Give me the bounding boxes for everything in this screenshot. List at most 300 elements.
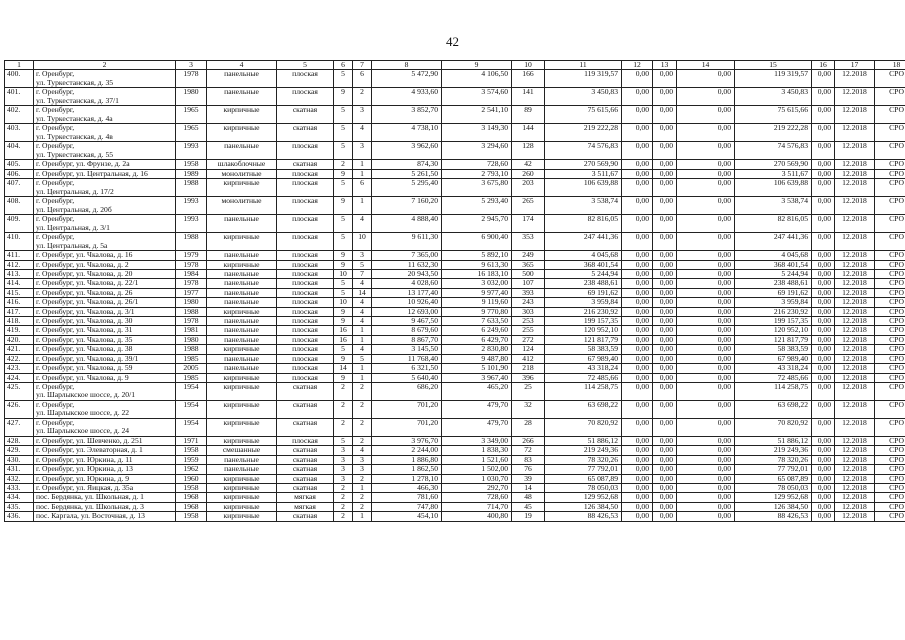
table-cell: 0,00 — [812, 106, 835, 124]
table-cell: 0,00 — [622, 307, 653, 316]
address-cell: г. Оренбург, ул. Чкалова, д. 26 — [34, 288, 176, 297]
table-cell: 365 — [512, 260, 545, 269]
table-cell: 120 952,10 — [735, 326, 812, 335]
table-cell: 70 820,92 — [735, 418, 812, 436]
table-cell: скатная — [277, 418, 334, 436]
table-cell: 396 — [512, 373, 545, 382]
table-cell: 70 820,92 — [545, 418, 622, 436]
table-cell: 874,30 — [372, 160, 442, 169]
table-cell: 5 — [334, 345, 353, 354]
table-cell: 454,10 — [372, 512, 442, 521]
address-cell: г. Оренбург, ул. Шарлыкское шоссе, д. 24 — [34, 418, 176, 436]
table-cell: 107 — [512, 279, 545, 288]
table-cell: СРО — [875, 335, 905, 344]
table-cell: 58 383,59 — [545, 345, 622, 354]
column-number-header-row — [5, 61, 905, 70]
table-cell: плоская — [277, 142, 334, 160]
table-cell: 0,00 — [677, 474, 735, 483]
table-cell: 0,00 — [653, 436, 677, 445]
table-cell: 781,60 — [372, 493, 442, 502]
table-cell: 12.2018 — [835, 364, 875, 373]
table-cell: 0,00 — [812, 179, 835, 197]
column-header-1: 1 — [5, 61, 34, 70]
table-cell: кирпичные — [207, 179, 277, 197]
table-cell: шлакоблочные — [207, 160, 277, 169]
table-cell: 0,00 — [653, 474, 677, 483]
table-cell: 0,00 — [812, 233, 835, 251]
table-cell: 5 472,90 — [372, 70, 442, 88]
table-cell: 1984 — [176, 270, 207, 279]
table-cell: 12.2018 — [835, 317, 875, 326]
table-cell: 247 441,36 — [545, 233, 622, 251]
table-cell: 1978 — [176, 260, 207, 269]
table-cell: 0,00 — [677, 512, 735, 521]
table-cell: 28 — [512, 418, 545, 436]
table-cell: 0,00 — [622, 400, 653, 418]
table-cell: 6 321,50 — [372, 364, 442, 373]
table-cell: 0,00 — [622, 279, 653, 288]
table-cell: 0,00 — [677, 400, 735, 418]
table-cell: 12.2018 — [835, 251, 875, 260]
table-cell: 0,00 — [812, 474, 835, 483]
table-cell: 0,00 — [677, 279, 735, 288]
table-cell: СРО — [875, 326, 905, 335]
table-cell: 12.2018 — [835, 474, 875, 483]
table-cell: 1 — [353, 335, 372, 344]
table-cell: 5 640,40 — [372, 373, 442, 382]
table-cell: панельные — [207, 142, 277, 160]
table-cell: 141 — [512, 88, 545, 106]
table-cell: 12.2018 — [835, 400, 875, 418]
table-cell: 12.2018 — [835, 354, 875, 363]
table-cell: 0,00 — [677, 493, 735, 502]
table-cell: 0,00 — [677, 326, 735, 335]
table-row — [5, 142, 905, 160]
table-cell: 0,00 — [677, 298, 735, 307]
table-cell: 78 320,26 — [735, 455, 812, 464]
table-cell: 0,00 — [677, 364, 735, 373]
column-header-9: 9 — [442, 61, 512, 70]
table-cell: 0,00 — [812, 465, 835, 474]
column-header-3: 3 — [176, 61, 207, 70]
table-cell: 0,00 — [812, 124, 835, 142]
table-cell: 72 — [512, 446, 545, 455]
table-cell: плоская — [277, 436, 334, 445]
table-cell: 3 032,00 — [442, 279, 512, 288]
table-cell: 121 817,79 — [735, 335, 812, 344]
table-cell: 0,00 — [677, 418, 735, 436]
table-cell: плоская — [277, 169, 334, 178]
table-cell: 10 — [334, 270, 353, 279]
table-cell: 1958 — [176, 160, 207, 169]
table-cell: 1954 — [176, 418, 207, 436]
table-cell: 0,00 — [677, 270, 735, 279]
table-cell: плоская — [277, 326, 334, 335]
table-cell: 12.2018 — [835, 215, 875, 233]
table-cell: 4 106,50 — [442, 70, 512, 88]
table-cell: 9 — [334, 251, 353, 260]
table-cell: 1 — [353, 483, 372, 492]
table-cell: 0,00 — [812, 335, 835, 344]
table-cell: 5 — [334, 142, 353, 160]
table-cell: 3 145,50 — [372, 345, 442, 354]
column-header-15: 15 — [735, 61, 812, 70]
table-cell: 78 050,03 — [735, 483, 812, 492]
table-cell: панельные — [207, 288, 277, 297]
table-cell: 0,00 — [622, 326, 653, 335]
table-cell: 9 119,60 — [442, 298, 512, 307]
table-cell: 426. — [5, 400, 34, 418]
table-cell: плоская — [277, 70, 334, 88]
table-cell: СРО — [875, 354, 905, 363]
column-header-2: 2 — [34, 61, 176, 70]
table-cell: 0,00 — [812, 270, 835, 279]
table-cell: 410. — [5, 233, 34, 251]
table-cell: 114 258,75 — [545, 382, 622, 400]
table-cell: 1 278,10 — [372, 474, 442, 483]
table-cell: 16 — [334, 335, 353, 344]
table-cell: 368 401,54 — [735, 260, 812, 269]
table-cell: 479,70 — [442, 400, 512, 418]
registry-table — [4, 60, 905, 522]
table-cell: 7 — [353, 270, 372, 279]
table-cell: 0,00 — [653, 106, 677, 124]
table-cell: 3 — [353, 106, 372, 124]
table-cell: 12.2018 — [835, 512, 875, 521]
table-cell: 0,00 — [677, 354, 735, 363]
table-cell: 126 384,50 — [735, 502, 812, 511]
table-cell: 0,00 — [622, 436, 653, 445]
table-cell: 0,00 — [622, 233, 653, 251]
table-cell: 9 — [334, 197, 353, 215]
table-cell: кирпичные — [207, 418, 277, 436]
table-cell: 0,00 — [622, 124, 653, 142]
table-cell: СРО — [875, 493, 905, 502]
table-cell: 400. — [5, 70, 34, 88]
table-row — [5, 465, 905, 474]
table-cell: СРО — [875, 70, 905, 88]
table-cell: 728,60 — [442, 493, 512, 502]
table-cell: 5 — [334, 288, 353, 297]
table-cell: СРО — [875, 124, 905, 142]
table-cell: скатная — [277, 400, 334, 418]
table-cell: 5 — [334, 179, 353, 197]
table-cell: 219 222,28 — [735, 124, 812, 142]
address-cell: пос. Бердянка, ул. Школьная, д. 3 — [34, 502, 176, 511]
table-cell: 3 — [334, 446, 353, 455]
table-cell: 0,00 — [812, 326, 835, 335]
table-cell: 0,00 — [677, 465, 735, 474]
table-cell: 0,00 — [653, 502, 677, 511]
table-cell: кирпичные — [207, 260, 277, 269]
table-cell: 88 426,53 — [735, 512, 812, 521]
table-cell: 408. — [5, 197, 34, 215]
table-cell: 120 952,10 — [545, 326, 622, 335]
table-cell: СРО — [875, 373, 905, 382]
table-cell: 67 989,40 — [735, 354, 812, 363]
table-cell: плоская — [277, 251, 334, 260]
table-cell: СРО — [875, 142, 905, 160]
table-row — [5, 169, 905, 178]
table-cell: 3 511,67 — [545, 169, 622, 178]
table-cell: 1960 — [176, 474, 207, 483]
table-cell: 1980 — [176, 88, 207, 106]
table-cell: 435. — [5, 502, 34, 511]
table-cell: 4 028,60 — [372, 279, 442, 288]
table-cell: 10 926,40 — [372, 298, 442, 307]
column-header-5: 5 — [277, 61, 334, 70]
table-cell: 2 541,10 — [442, 106, 512, 124]
table-cell: панельные — [207, 335, 277, 344]
table-cell: 2 — [334, 483, 353, 492]
table-cell: 3 976,70 — [372, 436, 442, 445]
address-cell: г. Оренбург, ул. Шевченко, д. 251 — [34, 436, 176, 445]
address-cell: г. Оренбург, ул. Чкалова, д. 16 — [34, 251, 176, 260]
table-cell: 77 792,01 — [735, 465, 812, 474]
table-cell: 4 — [353, 307, 372, 316]
table-cell: 67 989,40 — [545, 354, 622, 363]
table-cell: 5 — [334, 279, 353, 288]
table-row — [5, 502, 905, 511]
table-cell: 3 962,60 — [372, 142, 442, 160]
column-header-11: 11 — [545, 61, 622, 70]
table-cell: СРО — [875, 88, 905, 106]
table-cell: 6 249,60 — [442, 326, 512, 335]
table-cell: плоская — [277, 364, 334, 373]
table-cell: кирпичные — [207, 373, 277, 382]
table-cell: СРО — [875, 169, 905, 178]
address-cell: г. Оренбург, ул. Чкалова, д. 35 — [34, 335, 176, 344]
table-cell: 12.2018 — [835, 298, 875, 307]
table-cell: 1971 — [176, 436, 207, 445]
table-cell: 0,00 — [677, 307, 735, 316]
table-cell: 5 101,90 — [442, 364, 512, 373]
table-cell: 402. — [5, 106, 34, 124]
table-cell: скатная — [277, 124, 334, 142]
table-cell: 0,00 — [622, 179, 653, 197]
address-cell: г. Оренбург, ул. Чкалова, д. 9 — [34, 373, 176, 382]
table-cell: 0,00 — [677, 197, 735, 215]
table-cell: 69 191,62 — [735, 288, 812, 297]
table-cell: плоская — [277, 233, 334, 251]
table-cell: 2 — [353, 400, 372, 418]
table-cell: 0,00 — [622, 474, 653, 483]
table-cell: 466,30 — [372, 483, 442, 492]
table-cell: 728,60 — [442, 160, 512, 169]
table-cell: 0,00 — [812, 446, 835, 455]
table-cell: 12.2018 — [835, 418, 875, 436]
table-cell: 0,00 — [653, 298, 677, 307]
address-cell: г. Оренбург, ул. Шарлыкское шоссе, д. 22 — [34, 400, 176, 418]
table-cell: 7 160,20 — [372, 197, 442, 215]
table-cell: СРО — [875, 197, 905, 215]
table-cell: 266 — [512, 436, 545, 445]
table-cell: кирпичные — [207, 493, 277, 502]
table-cell: 5 — [353, 260, 372, 269]
address-cell: г. Оренбург, ул. Туркестанская, д. 4а — [34, 106, 176, 124]
table-cell: 1954 — [176, 400, 207, 418]
table-cell: панельные — [207, 251, 277, 260]
table-cell: 12.2018 — [835, 70, 875, 88]
table-row — [5, 345, 905, 354]
table-cell: кирпичные — [207, 106, 277, 124]
table-cell: 12.2018 — [835, 106, 875, 124]
table-cell: 7 365,00 — [372, 251, 442, 260]
table-cell: панельные — [207, 465, 277, 474]
table-cell: 203 — [512, 179, 545, 197]
table-cell: СРО — [875, 436, 905, 445]
table-cell: 3 538,74 — [735, 197, 812, 215]
table-cell: кирпичные — [207, 382, 277, 400]
table-cell: 1 — [353, 169, 372, 178]
table-cell: СРО — [875, 400, 905, 418]
table-cell: 3 574,60 — [442, 88, 512, 106]
table-cell: 1993 — [176, 197, 207, 215]
table-cell: 5 244,94 — [735, 270, 812, 279]
table-cell: СРО — [875, 160, 905, 169]
table-cell: 265 — [512, 197, 545, 215]
table-cell: 0,00 — [653, 233, 677, 251]
table-cell: 0,00 — [622, 493, 653, 502]
table-row — [5, 418, 905, 436]
table-cell: панельные — [207, 364, 277, 373]
table-cell: 0,00 — [812, 502, 835, 511]
table-cell: 0,00 — [622, 446, 653, 455]
table-cell: 11 768,40 — [372, 354, 442, 363]
table-cell: 12.2018 — [835, 373, 875, 382]
table-cell: 0,00 — [677, 179, 735, 197]
table-cell: 14 — [512, 483, 545, 492]
table-cell: 686,20 — [372, 382, 442, 400]
table-cell: 0,00 — [653, 260, 677, 269]
table-cell: 701,20 — [372, 400, 442, 418]
table-cell: 2 244,00 — [372, 446, 442, 455]
table-cell: 1993 — [176, 215, 207, 233]
table-cell: 4 — [353, 446, 372, 455]
table-cell: 0,00 — [653, 455, 677, 464]
table-cell: 9 — [334, 354, 353, 363]
table-cell: 1968 — [176, 493, 207, 502]
table-cell: 12 693,00 — [372, 307, 442, 316]
address-cell: г. Оренбург, ул. Чкалова, д. 39/1 — [34, 354, 176, 363]
table-cell: 1962 — [176, 465, 207, 474]
table-cell: 9 613,30 — [442, 260, 512, 269]
table-cell: 0,00 — [622, 215, 653, 233]
table-cell: 0,00 — [677, 317, 735, 326]
table-row — [5, 233, 905, 251]
table-cell: 0,00 — [812, 298, 835, 307]
column-header-4: 4 — [207, 61, 277, 70]
column-header-8: 8 — [372, 61, 442, 70]
table-cell: 1985 — [176, 354, 207, 363]
table-cell: 12.2018 — [835, 502, 875, 511]
table-cell: СРО — [875, 298, 905, 307]
table-cell: 0,00 — [812, 215, 835, 233]
table-cell: панельные — [207, 270, 277, 279]
table-cell: 1979 — [176, 251, 207, 260]
table-cell: 3 959,84 — [735, 298, 812, 307]
table-cell: 0,00 — [677, 455, 735, 464]
table-cell: плоская — [277, 179, 334, 197]
table-cell: 0,00 — [677, 124, 735, 142]
table-cell: кирпичные — [207, 345, 277, 354]
table-cell: панельные — [207, 317, 277, 326]
table-cell: 0,00 — [622, 70, 653, 88]
table-cell: СРО — [875, 307, 905, 316]
table-cell: 5 293,40 — [442, 197, 512, 215]
table-cell: 292,70 — [442, 483, 512, 492]
table-cell: 199 157,35 — [735, 317, 812, 326]
table-cell: 12.2018 — [835, 124, 875, 142]
table-cell: 0,00 — [653, 215, 677, 233]
table-cell: 0,00 — [677, 436, 735, 445]
table-row — [5, 354, 905, 363]
table-row — [5, 270, 905, 279]
table-cell: СРО — [875, 317, 905, 326]
table-cell: 3 538,74 — [545, 197, 622, 215]
table-cell: 9 — [334, 373, 353, 382]
column-header-12: 12 — [622, 61, 653, 70]
table-cell: 0,00 — [653, 335, 677, 344]
table-cell: панельные — [207, 354, 277, 363]
table-row — [5, 197, 905, 215]
table-cell: 0,00 — [677, 88, 735, 106]
table-cell: 42 — [512, 160, 545, 169]
table-cell: 2 945,70 — [442, 215, 512, 233]
table-cell: 9 977,40 — [442, 288, 512, 297]
table-cell: 166 — [512, 70, 545, 88]
table-cell: 75 615,66 — [545, 106, 622, 124]
table-cell: 3 — [334, 474, 353, 483]
table-cell: 74 576,83 — [545, 142, 622, 160]
table-cell: 0,00 — [622, 169, 653, 178]
table-cell: 1993 — [176, 142, 207, 160]
table-cell: 1977 — [176, 288, 207, 297]
table-cell: 124 — [512, 345, 545, 354]
table-cell: 2 — [353, 474, 372, 483]
table-cell: 0,00 — [812, 512, 835, 521]
table-cell: 1958 — [176, 446, 207, 455]
table-cell: 106 639,88 — [735, 179, 812, 197]
table-cell: 12.2018 — [835, 179, 875, 197]
table-cell: 58 383,59 — [735, 345, 812, 354]
address-cell: г. Оренбург, ул. Чкалова, д. 30 — [34, 317, 176, 326]
table-cell: 1 — [353, 197, 372, 215]
table-cell: 1958 — [176, 512, 207, 521]
table-cell: 4 — [353, 124, 372, 142]
table-cell: плоская — [277, 288, 334, 297]
address-cell: г. Оренбург, ул. Туркестанская, д. 55 — [34, 142, 176, 160]
table-cell: 238 488,61 — [545, 279, 622, 288]
table-cell: 63 698,22 — [735, 400, 812, 418]
table-cell: 4 — [353, 345, 372, 354]
table-cell: 0,00 — [622, 483, 653, 492]
address-cell: г. Оренбург, ул. Элеваторная, д. 1 — [34, 446, 176, 455]
table-cell: 2 830,80 — [442, 345, 512, 354]
table-cell: СРО — [875, 502, 905, 511]
table-cell: 0,00 — [812, 382, 835, 400]
table-cell: 0,00 — [812, 345, 835, 354]
table-cell: кирпичные — [207, 483, 277, 492]
table-cell: СРО — [875, 288, 905, 297]
table-cell: 9 — [334, 169, 353, 178]
table-cell: 2 793,10 — [442, 169, 512, 178]
table-cell: 1 886,80 — [372, 455, 442, 464]
table-cell: 25 — [512, 382, 545, 400]
table-cell: 400,80 — [442, 512, 512, 521]
table-cell: 701,20 — [372, 418, 442, 436]
table-cell: панельные — [207, 70, 277, 88]
